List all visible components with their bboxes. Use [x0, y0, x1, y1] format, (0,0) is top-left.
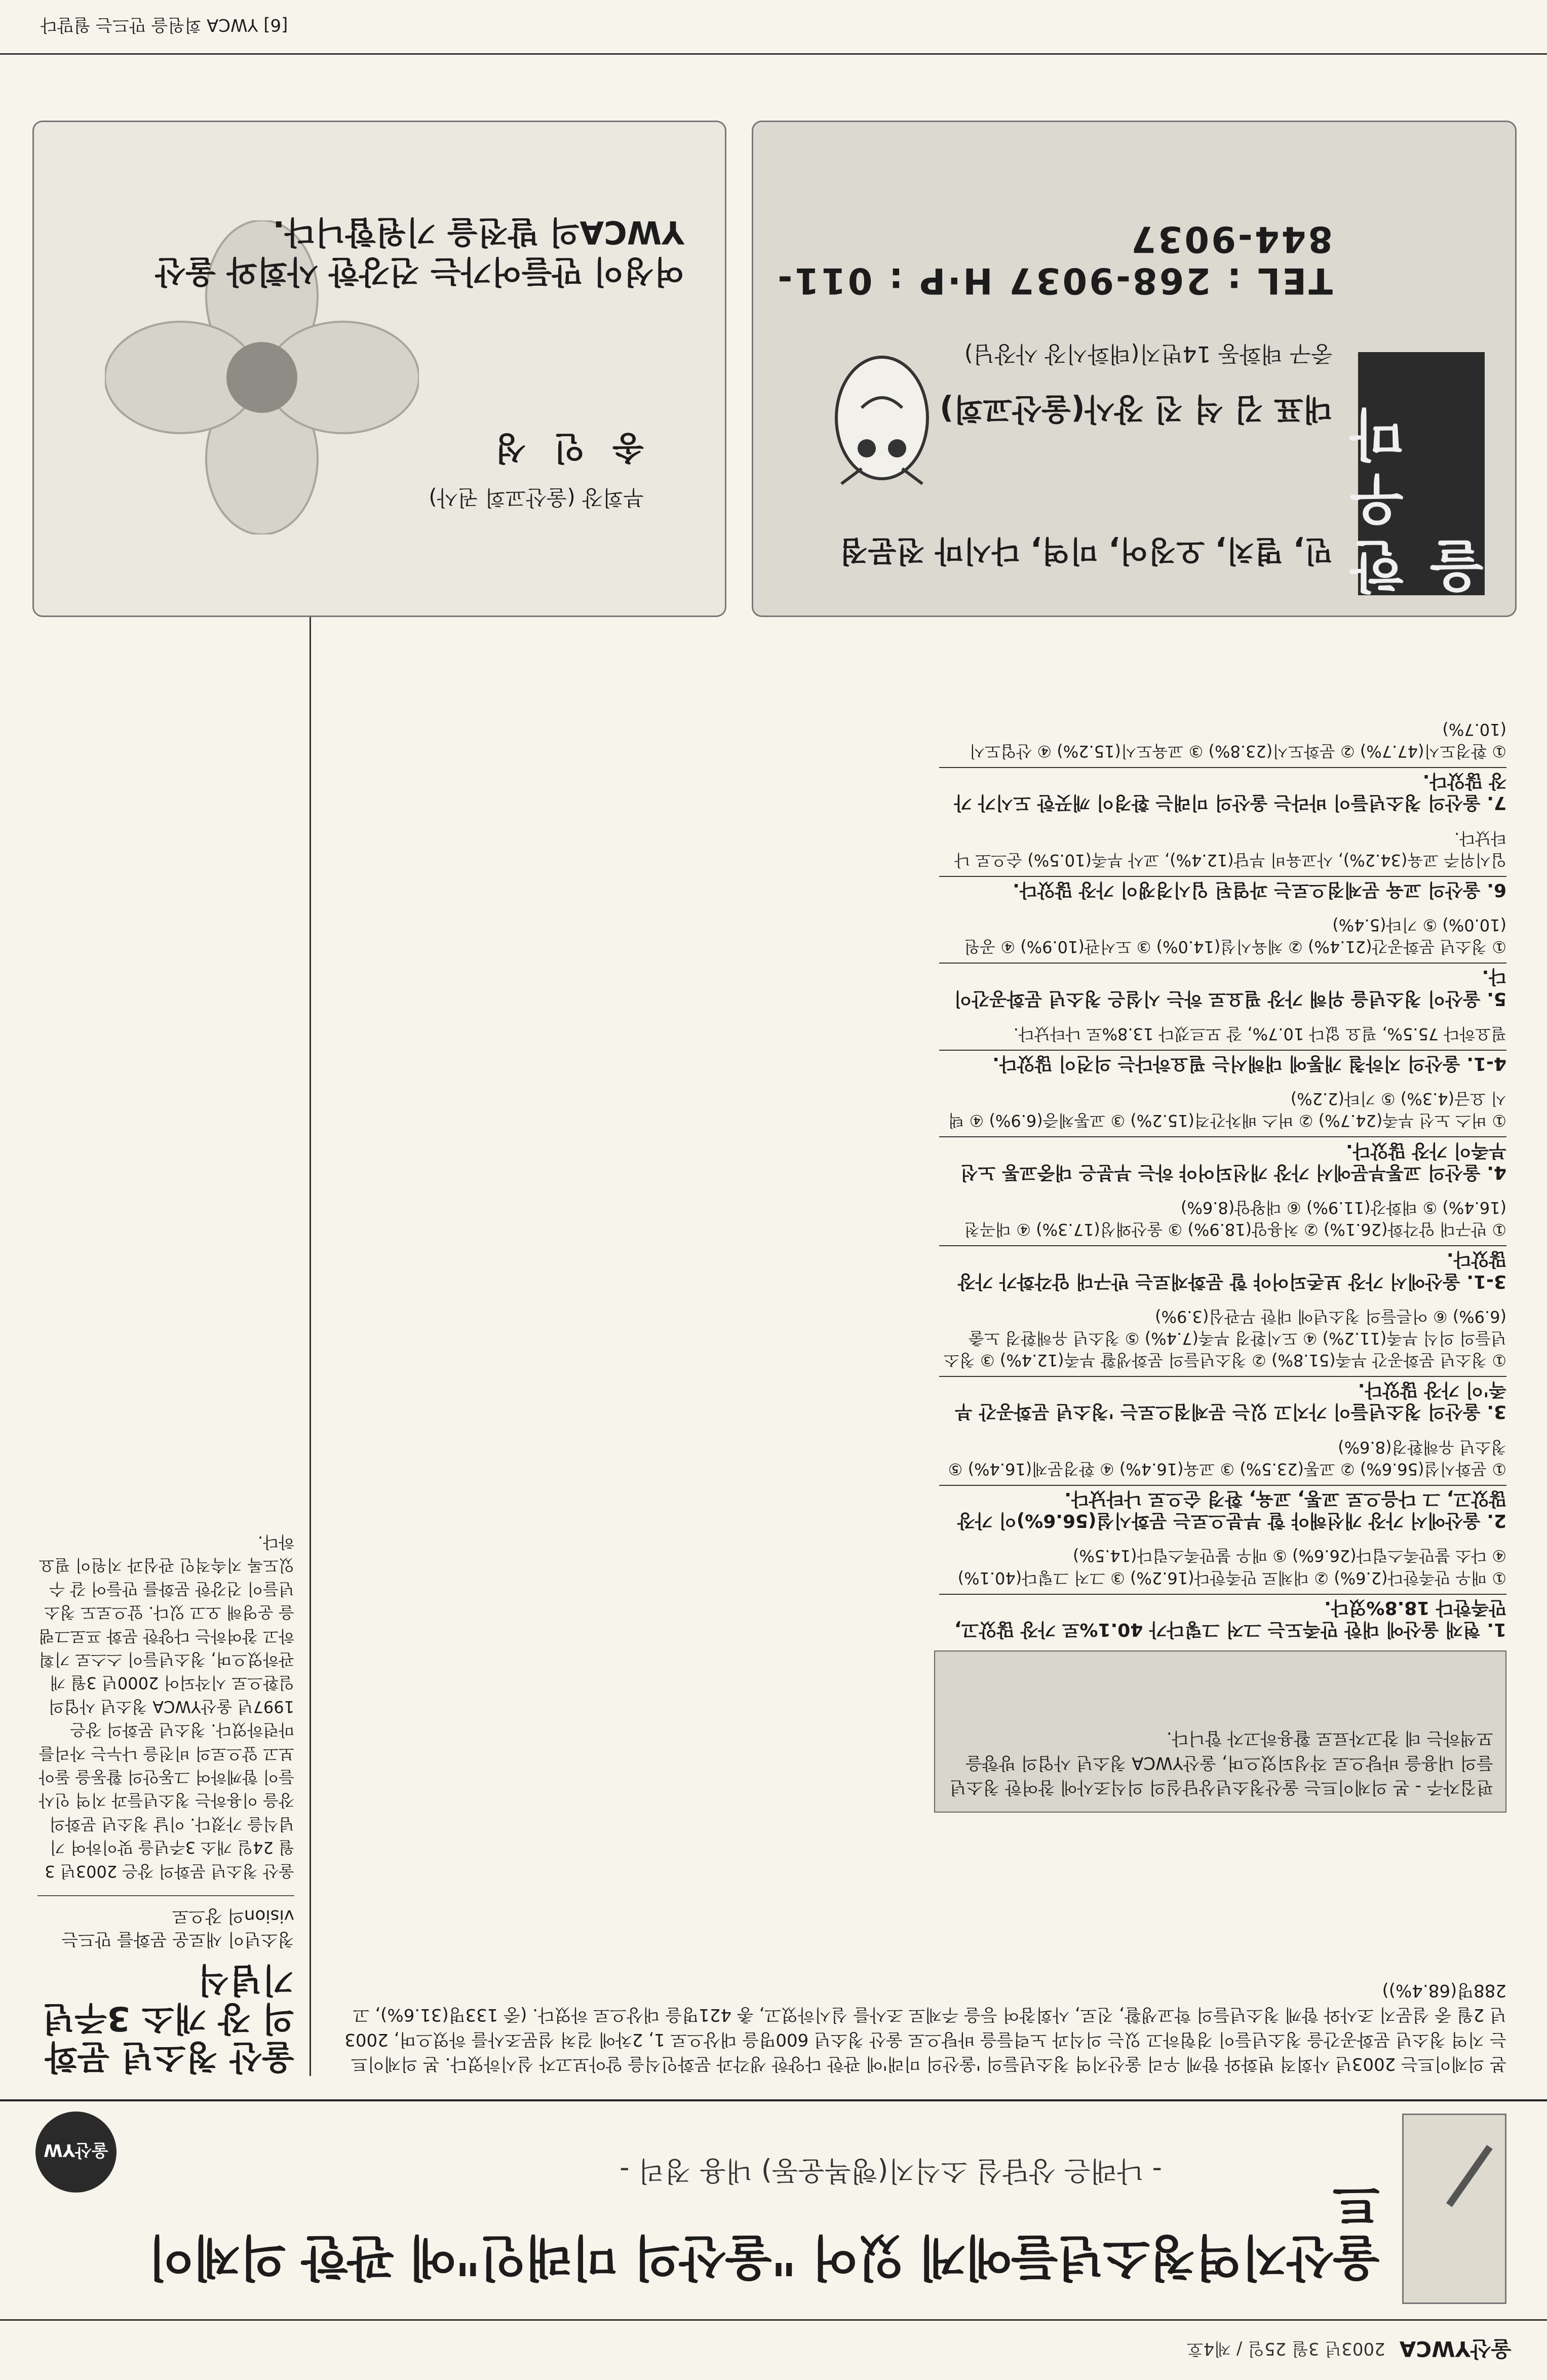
editorial-note-box [934, 1650, 1506, 1813]
shop-ad-box [752, 121, 1517, 617]
shop-representative: 대표 김 석 진 장사(울산교회) [940, 391, 1333, 427]
section-heading: 4. 울산의 교통부문에서 가장 개선되어야 하는 부분은 대중교통 노선 부족이 가장 많았다. [939, 1136, 1506, 1183]
sidebar-lead: 청소년이 새로운 문화를 만드는 vision의 장으로 [37, 1895, 294, 1951]
survey-section [939, 827, 1506, 901]
section-heading: 1. 현재 울산에 대한 만족도는 그저 그렇다가 40.1%로 가장 많았고, 만족한다 18.8%였다. [939, 1594, 1506, 1640]
section-heading: 7. 울산의 청소년들이 바라는 울산의 미래는 환경이 깨끗한 도시가 가장 많았다. [939, 767, 1506, 814]
article-body [341, 683, 1506, 2076]
survey-section [939, 1545, 1506, 1640]
section-heading: 3-1. 울산에서 가장 보존되어야 할 문화재로는 반구대 암각화가 가장 많았다. [939, 1245, 1506, 1292]
section-body: ① 환경도시(47.7%) ② 문화도시(23.8%) ③ 교육도시(15.2%) ④ 산업도시(10.7%) [969, 719, 1506, 761]
shop-telephone: TEL : 268-9037 H·P : 011-844-9037 [776, 218, 1333, 301]
section-heading: 3. 울산의 청소년들이 가지고 있는 문제점으로는 '청소년 문화공간 부족'이 가장 많았다. [939, 1376, 1506, 1423]
section-body: 필요하다 75.5%, 필요 없다 10.7%, 잘 모르겠다 13.8%로 나타났다. [1013, 1024, 1506, 1044]
signer-title: 부회장 (울산교회 권사) [429, 485, 644, 510]
page-label: [6] YWCA 회원을 만드는 월말다 [41, 15, 288, 35]
section-heading: 6. 울산의 교육 문제점으로는 과열된 입시경쟁이 가장 많았다. [939, 876, 1506, 901]
masthead-top [0, 2319, 1547, 2380]
section-body: ① 매우 만족한다(2.6%) ② 대체로 만족한다(16.2%) ③ 그저 그렇다(40.1%) ④ 다소 불만족스럽다(26.6%) ⑤ 매우 불만족스럽다(14.5%) [957, 1546, 1506, 1588]
headline-block [0, 2099, 1547, 2319]
survey-section [939, 1306, 1506, 1423]
ad-row [32, 80, 1517, 617]
page-footer [0, 0, 1547, 55]
shop-slogan: 민, 멸치, 오징어, 미역, 다시마 전문점 [839, 534, 1333, 568]
greeting-ad-box [32, 121, 726, 617]
headline-subtitle: - 나래은 상담실 소식지(행복운동) 내용 정리 - [620, 2155, 1162, 2187]
masthead-date: 2003년 3월 25일 / 제4호 [1186, 2338, 1385, 2359]
masthead-brand: 울산YWCA [1399, 2336, 1512, 2362]
shop-address: 중구 태화동 14번지(태화시장 사장님) [964, 341, 1333, 367]
sidebar-article [37, 556, 311, 2076]
fish-mascot-icon [816, 347, 948, 514]
survey-section [939, 1436, 1506, 1532]
section-heading: 2. 울산에서 가장 개선해야 할 부분으로는 문화시설(56.6%)이 가장 많았고, 그 다음으로 교통, 교육, 환경 순으로 나타났다. [939, 1485, 1506, 1531]
section-heading: 4-1. 울산의 지하철 개통에 대해서는 필요하다는 의견이 많았다. [939, 1050, 1506, 1074]
shop-stamp: 한우마을 [1358, 352, 1485, 595]
headline-title: 울산지역청소년들에게 있어 "울산의 미래인"에 관한 의제이트 [148, 2175, 1380, 2286]
section-body: ① 문화시설(56.6%) ② 교통(23.5%) ③ 교육(16.4%) ④ 환경문제(16.4%) ⑤ 청소년 유해환경(8.6%) [948, 1437, 1506, 1479]
section-body: ① 반구대 암각화(26.1%) ② 처용암(18.9%) ③ 울산왜성(17.3%) ④ 대곡천(16.4%) ⑤ 태화강(11.9%) ⑥ 대왕암(8.6%) [964, 1198, 1506, 1240]
intro-text: 본 의제이트는 2003년 사회적 변화와 함께 우리 울산지역 청소년들의 '울산의 미래'에 관한 다양한 생각과 문화인식을 알아보고자 실시하였다. 본 의제이트는 지역 청소년 문화공간을 청소년들이 경험하고 있는 의식과 노력들을 바탕으로 울산 청소년 600명을 대상으로 1, 2차에 걸쳐 설문조사를 하였으며, 2003년 2월 중 설문지 조사와 함께 청소년들의 학교생활, 진로, 사회참여 등을 주제로 조사를 실시하였고, 총 421명을 대상으로 하였다. (중 133명(31.6%), 고 288명(68.4%)) [344, 1980, 1506, 2074]
section-body: ① 청소년 문화공간 부족(51.8%) ② 청소년들의 문화생활 부족(12.4%) ③ 청소년들의 의식 부족(11.2%) ④ 도시환경 부족(7.4%) ⑤ 청소년 유해환경 노출(6.9%) ⑥ 어른들의 청소년에 대한 무관심(3.9%) [944, 1307, 1506, 1370]
survey-section [939, 914, 1506, 1010]
sidebar-title: 울산 청소년 문화의 장 개소 3주년 기념식 [42, 1961, 294, 2077]
editorial-note: 편집자주 - 본 의제이트는 울산청소년상담실의 의식조사에 참여한 청소년들의 내용을 바탕으로 작성되었으며, 울산YWCA 청소년 사업의 방향을 모색하는 데 참고자료로 활용하고자 합니다. [949, 1728, 1493, 1797]
survey-sections [341, 688, 1506, 1640]
sidebar-text: 울산 청소년 문화의 장은 2003년 3월 24일 개소 3주년을 맞이하여 기념식을 가졌다. 이날 청소년 문화의 장을 이용하는 청소년들과 지역 인사들이 함께하여 그동안의 활동을 돌아보고 앞으로의 비전을 나누는 자리를 마련하였다. 청소년 문화의 장은 1997년 울산YWCA 청소년 사업의 일환으로 시작되어 2000년 3월 개관하였으며, 청소년들이 스스로 기획하고 참여하는 다양한 문화 프로그램을 운영해 오고 있다. 앞으로도 청소년들이 건강한 문화를 만들어 갈 수 있도록 지속적인 관심과 지원이 필요하다. [38, 1532, 294, 1881]
section-body: 입시위주 교육(34.2%), 사교육비 부담(12.4%), 교사 부족(10.5%) 순으로 나타났다. [954, 828, 1506, 870]
survey-section [939, 1197, 1506, 1292]
section-heading: 5. 울산이 청소년을 위해 가장 필요로 하는 시설은 청소년 문화공간이다. [939, 963, 1506, 1009]
section-body: ① 청소년 문화공간(21.4%) ② 체육시설(14.0%) ③ 도서관(10.9%) ④ 공원(10.0%) ⑤ 기타(5.4%) [964, 915, 1506, 957]
greeting-message: 여성이 만들어가는 건강한 사회와 울산YWCA의 발전을 기원합니다. [155, 214, 684, 290]
seal-badge: 울산YW [35, 2112, 117, 2193]
survey-section [939, 718, 1506, 814]
signer-name: 송 인 성 [486, 429, 644, 466]
survey-section [939, 1088, 1506, 1183]
section-body: ① 버스 노선 부족(24.7%) ② 버스 배차간격(15.2%) ③ 교통체증(6.9%) ④ 택시 요금(4.3%) ⑤ 기타(2.2%) [948, 1089, 1506, 1131]
pen-icon [1402, 2114, 1506, 2304]
survey-section [939, 1023, 1506, 1074]
